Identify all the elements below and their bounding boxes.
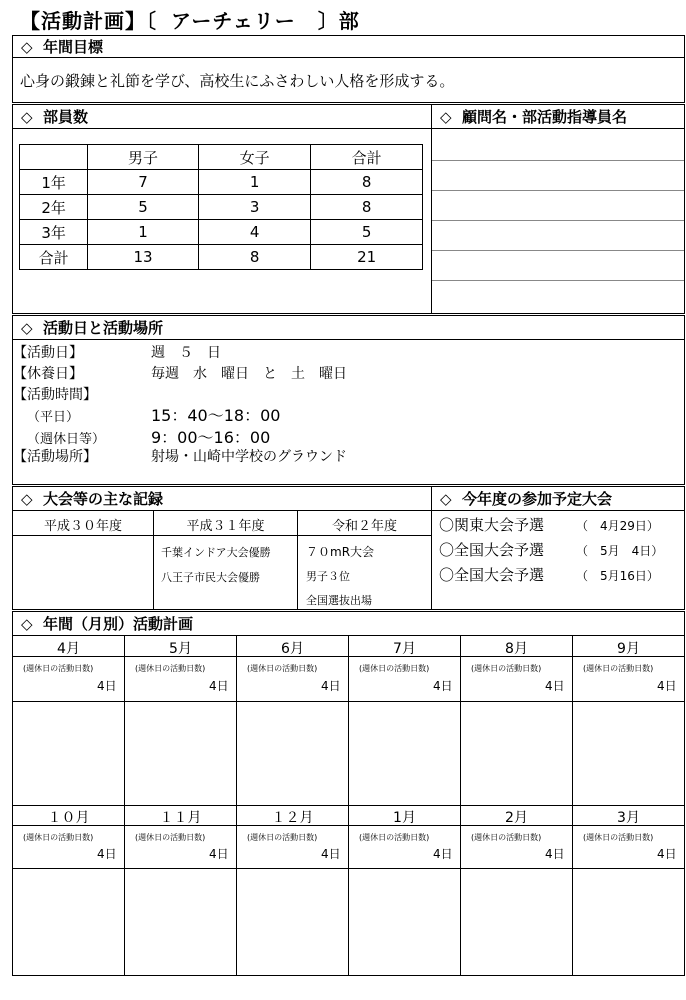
- planned-header-label: 今年度の参加予定大会: [462, 490, 613, 508]
- table-cell: 合計: [20, 245, 88, 270]
- weekend-days-note: (週休日の活動日数): [583, 664, 654, 673]
- weekend-days-value: 4日: [97, 847, 117, 861]
- members-header-label: 部員数: [43, 108, 89, 126]
- goal-header: [12, 35, 685, 58]
- table-cell: 8: [198, 245, 311, 270]
- days-value: 週 ５ 日: [151, 345, 221, 361]
- month-label: 6月: [281, 641, 304, 657]
- table-cell: 1: [88, 220, 199, 245]
- page-title: [20, 5, 360, 34]
- month-label: １０月: [47, 810, 90, 826]
- month-label: 1月: [393, 810, 416, 826]
- goal-header-label: 年間目標: [43, 38, 104, 56]
- table-cell: 8: [311, 170, 423, 195]
- records-box: [12, 510, 432, 610]
- table-cell: 7: [88, 170, 199, 195]
- advisor-header-label: 顧問名・部活動指導員名: [462, 108, 628, 126]
- planned-name: 〇関東大会予選: [439, 516, 545, 534]
- time-label: 【活動時間】: [13, 387, 97, 403]
- table-cell: 4: [198, 220, 311, 245]
- record-item: 八王子市民大会優勝: [161, 571, 260, 584]
- weekend-days-value: 4日: [97, 679, 117, 693]
- advisor-line: [432, 190, 684, 191]
- record-item: 男子３位: [306, 570, 350, 583]
- members-table: [19, 144, 423, 270]
- members-header: [12, 104, 432, 129]
- weekend-days-value: 4日: [321, 679, 341, 693]
- planned-name: 〇全国大会予選: [439, 566, 545, 584]
- planned-name: 〇全国大会予選: [439, 541, 545, 559]
- month-label: 9月: [617, 641, 640, 657]
- table-cell: 2年: [20, 195, 88, 220]
- rest-label: 【休養日】: [13, 366, 83, 382]
- weekend-days-value: 4日: [209, 679, 229, 693]
- diamond-icon: ◇: [21, 614, 33, 633]
- table-cell: 21: [311, 245, 423, 270]
- weekend-days-note: (週休日の活動日数): [247, 664, 318, 673]
- month-col-divider: [124, 636, 125, 975]
- weekend-days-note: (週休日の活動日数): [23, 664, 94, 673]
- advisor-header: [431, 104, 685, 129]
- table-cell: 5: [311, 220, 423, 245]
- weekend-days-note: (週休日の活動日数): [23, 833, 94, 842]
- weekend-days-value: 4日: [545, 847, 565, 861]
- monthly-box: [12, 635, 685, 976]
- table-cell: 13: [88, 245, 199, 270]
- table-header-cell: 合計: [311, 145, 423, 170]
- table-header-row: [20, 145, 423, 170]
- record-item: 全国選抜出場: [306, 594, 372, 607]
- advisor-line: [432, 250, 684, 251]
- month-label: 2月: [505, 810, 528, 826]
- table-header-cell: 女子: [198, 145, 311, 170]
- table-row: [20, 220, 423, 245]
- month-label: 5月: [169, 641, 192, 657]
- weekend-days-note: (週休日の活動日数): [583, 833, 654, 842]
- weekend-days-value: 4日: [321, 847, 341, 861]
- table-cell: 5: [88, 195, 199, 220]
- year-h30: 平成３０年度: [43, 519, 122, 534]
- record-item: 千葉インドア大会優勝: [161, 546, 271, 559]
- weekend-days-value: 4日: [433, 847, 453, 861]
- club-name: アーチェリー: [171, 9, 296, 33]
- weekend-days-note: (週休日の活動日数): [359, 833, 430, 842]
- advisor-box: [431, 128, 685, 314]
- month-label: １１月: [159, 810, 202, 826]
- month-label: １２月: [271, 810, 314, 826]
- weekend-label: （週休日等）: [27, 432, 106, 447]
- rest-value: 毎週 水 曜日 と 土 曜日: [151, 366, 347, 382]
- month-col-divider: [348, 636, 349, 975]
- month-label: 8月: [505, 641, 528, 657]
- diamond-icon: ◇: [440, 489, 452, 508]
- table-row: [20, 245, 423, 270]
- year-h31: 平成３１年度: [186, 519, 265, 534]
- table-cell: 1年: [20, 170, 88, 195]
- diamond-icon: ◇: [21, 489, 33, 508]
- activity-box: [12, 339, 685, 485]
- goal-text: 心身の鍛錬と礼節を学び、高校生にふさわしい人格を形成する。: [20, 72, 455, 90]
- weekend-days-note: (週休日の活動日数): [471, 664, 542, 673]
- table-cell: 1: [198, 170, 311, 195]
- advisor-line: [432, 220, 684, 221]
- table-header-cell: [20, 145, 88, 170]
- month-col-divider: [236, 636, 237, 975]
- activity-header: [12, 315, 685, 340]
- advisor-line: [432, 160, 684, 161]
- weekend-value: 9：00～16：00: [151, 428, 271, 447]
- planned-header: [431, 486, 685, 511]
- month-label: 3月: [617, 810, 640, 826]
- record-item: ７０mR大会: [306, 545, 375, 559]
- activity-header-label: 活動日と活動場所: [43, 319, 164, 337]
- place-value: 射場・山崎中学校のグラウンド: [151, 449, 347, 465]
- weekend-days-note: (週休日の活動日数): [135, 833, 206, 842]
- planned-box: [431, 510, 685, 610]
- diamond-icon: ◇: [440, 107, 452, 126]
- title-suffix: 〕部: [317, 9, 360, 33]
- planned-date: （ 5月16日）: [576, 569, 659, 583]
- records-header: [12, 486, 432, 511]
- table-cell: 3年: [20, 220, 88, 245]
- records-header-label: 大会等の主な記録: [43, 490, 164, 508]
- weekend-days-value: 4日: [657, 679, 677, 693]
- table-row: [20, 195, 423, 220]
- weekend-days-note: (週休日の活動日数): [359, 664, 430, 673]
- weekend-days-value: 4日: [209, 847, 229, 861]
- diamond-icon: ◇: [21, 107, 33, 126]
- goal-box: [12, 57, 685, 103]
- advisor-line: [432, 280, 684, 281]
- month-label: 7月: [393, 641, 416, 657]
- table-header-cell: 男子: [88, 145, 199, 170]
- weekend-days-value: 4日: [545, 679, 565, 693]
- month-col-divider: [572, 636, 573, 975]
- title-prefix: 【活動計画】〔: [20, 9, 157, 33]
- table-cell: 3: [198, 195, 311, 220]
- table-cell: 8: [311, 195, 423, 220]
- monthly-header: [12, 611, 685, 636]
- monthly-header-label: 年間（月別）活動計画: [43, 615, 194, 633]
- month-label: 4月: [57, 641, 80, 657]
- table-row: [20, 170, 423, 195]
- days-label: 【活動日】: [13, 345, 83, 361]
- diamond-icon: ◇: [21, 318, 33, 337]
- weekend-days-value: 4日: [433, 679, 453, 693]
- planned-date: （ 4月29日）: [576, 519, 659, 533]
- planned-date: （ 5月 4日）: [576, 544, 664, 558]
- weekend-days-note: (週休日の活動日数): [135, 664, 206, 673]
- place-label: 【活動場所】: [13, 449, 97, 465]
- weekend-days-note: (週休日の活動日数): [471, 833, 542, 842]
- weekday-value: 15：40～18：00: [151, 406, 281, 425]
- weekend-days-value: 4日: [657, 847, 677, 861]
- weekday-label: （平日）: [27, 410, 80, 425]
- month-col-divider: [460, 636, 461, 975]
- diamond-icon: ◇: [21, 37, 33, 56]
- year-r2: 令和２年度: [331, 519, 397, 534]
- weekend-days-note: (週休日の活動日数): [247, 833, 318, 842]
